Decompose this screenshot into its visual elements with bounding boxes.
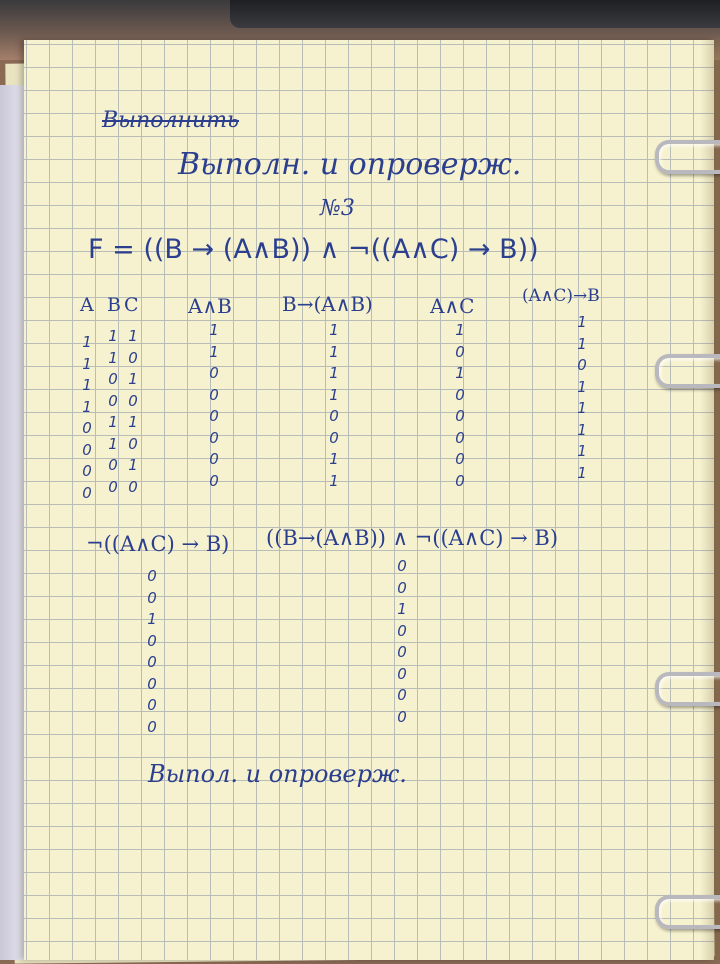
cell: 1 [577, 313, 587, 331]
cell: 1 [108, 434, 118, 453]
cell: 0 [455, 385, 465, 404]
cell: 0 [209, 407, 219, 425]
cell: 1 [577, 442, 587, 460]
task-number: №3 [320, 196, 355, 221]
cell: 1 [128, 413, 138, 431]
cell: 0 [577, 356, 587, 374]
cell: 0 [82, 483, 92, 502]
cell: 1 [577, 463, 587, 482]
cell: 1 [329, 364, 339, 382]
cell: 1 [397, 600, 407, 618]
formula: F = ((B → (A∧B)) ∧ ¬((A∧C) → B)) [88, 234, 539, 265]
cell: 1 [455, 364, 465, 382]
cell: 0 [455, 471, 465, 490]
binder-ring-2 [655, 354, 720, 388]
cell: 0 [82, 462, 92, 480]
cell: 0 [82, 419, 92, 437]
binder-ring-3 [655, 672, 720, 706]
cell: 0 [455, 407, 465, 425]
cell: 1 [128, 456, 138, 474]
header-A-and-C: A∧C [430, 294, 475, 318]
cell: 1 [108, 413, 118, 431]
cell: 0 [397, 664, 407, 683]
cell: 0 [455, 428, 465, 447]
cell: 0 [128, 477, 138, 496]
cell: 1 [82, 376, 92, 394]
cell: 0 [455, 342, 465, 361]
column-AC-implies-B [574, 312, 590, 484]
cell: 1 [128, 327, 138, 345]
cell: 0 [147, 696, 157, 714]
cell: 1 [82, 354, 92, 373]
header-B: B [107, 294, 121, 316]
cell: 0 [397, 578, 407, 597]
header-B-implies-AB: B→(A∧B) [282, 292, 373, 316]
cell: 1 [577, 334, 587, 353]
laptop-edge [230, 0, 720, 28]
cell: 0 [82, 440, 92, 459]
heading: Выполн. и опроверж. [178, 147, 522, 182]
cell: 0 [108, 391, 118, 410]
cell: 1 [209, 342, 219, 361]
header-AC-implies-B: (A∧C)→B [522, 286, 600, 306]
column-full-formula [394, 556, 410, 728]
cell: 1 [329, 342, 339, 361]
cell: 1 [577, 399, 587, 417]
binder-ring-1 [655, 140, 720, 174]
column-negation [144, 566, 160, 738]
cell: 0 [397, 643, 407, 661]
cell: 1 [108, 348, 118, 367]
column-A-and-B [206, 320, 222, 492]
cell: 0 [128, 348, 138, 367]
cell: 1 [329, 385, 339, 404]
cell: 1 [147, 610, 157, 628]
cell: 1 [329, 450, 339, 468]
page-shadow [700, 40, 720, 960]
cell: 1 [82, 333, 92, 351]
cell: 0 [147, 567, 157, 585]
column-A-and-C [452, 320, 468, 492]
cell: 0 [108, 456, 118, 474]
column-A [80, 332, 94, 504]
cell: 0 [147, 588, 157, 607]
cell: 1 [329, 471, 339, 490]
cell: 1 [577, 377, 587, 396]
cell: 0 [397, 707, 407, 726]
header-A-and-B: A∧B [188, 294, 232, 318]
cell: 1 [82, 397, 92, 416]
cell: 0 [397, 621, 407, 640]
footer-note: Выпол. и опроверж. [148, 760, 407, 788]
cell: 0 [147, 631, 157, 650]
header-full-formula: ((B→(A∧B)) ∧ ¬((A∧C) → B) [266, 526, 559, 550]
cell: 0 [108, 477, 118, 496]
cell: 0 [128, 434, 138, 453]
cell: 0 [209, 364, 219, 382]
cell: 0 [108, 370, 118, 388]
cell: 0 [455, 450, 465, 468]
cell: 0 [209, 471, 219, 490]
binder-ring-4 [655, 895, 720, 929]
cell: 0 [209, 385, 219, 404]
cell: 0 [209, 450, 219, 468]
cell: 0 [209, 428, 219, 447]
cell: 0 [397, 557, 407, 575]
cell: 0 [147, 653, 157, 671]
cell: 0 [147, 674, 157, 693]
crossed-out-heading: Выполнить [102, 108, 240, 133]
column-B-implies-AB [326, 320, 342, 492]
header-C: C [124, 294, 139, 316]
cell: 0 [147, 717, 157, 736]
cell: 0 [329, 428, 339, 447]
header-negation: ¬((A∧C) → B) [86, 532, 230, 556]
column-C [126, 326, 140, 498]
cell: 0 [329, 407, 339, 425]
cell: 1 [455, 321, 465, 339]
column-B [106, 326, 120, 498]
cell: 1 [108, 327, 118, 345]
cell: 1 [209, 321, 219, 339]
cell: 1 [577, 420, 587, 439]
cell: 1 [128, 370, 138, 388]
cell: 1 [329, 321, 339, 339]
header-A: A [80, 294, 94, 316]
cell: 0 [128, 391, 138, 410]
cell: 0 [397, 686, 407, 704]
